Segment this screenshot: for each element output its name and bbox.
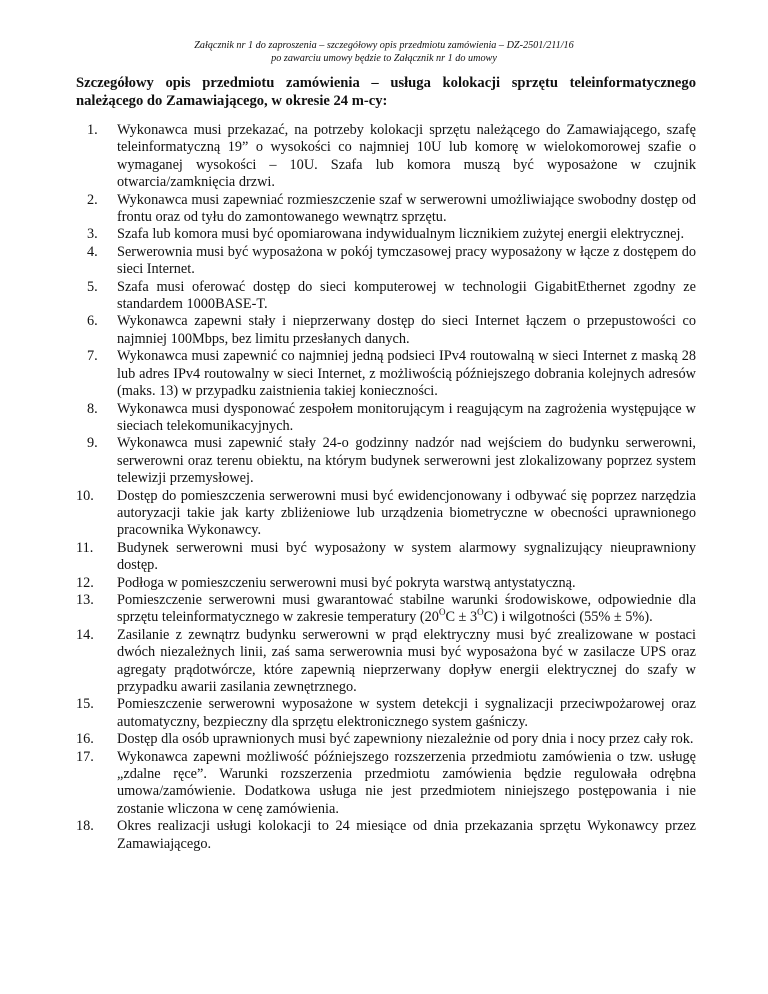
list-item [76, 244, 696, 279]
degree-superscript: O [438, 606, 446, 617]
item-number: 3. [87, 226, 98, 243]
item-number: 10. [76, 487, 94, 504]
list-item [76, 401, 696, 436]
list-item [76, 226, 696, 243]
item-text: Wykonawca musi zapewniać rozmieszczenie szaf w serwerowni umożliwiające swobodny dostęp od frontu oraz od tyłu do zamontowanego wewnątrz sprzętu. [117, 191, 696, 226]
item-number: 17. [76, 748, 94, 765]
item-text: Wykonawca musi dysponować zespołem monitorującym i reagującym na zagrożenia występujące w sieciach telekomunikacyjnych. [117, 400, 696, 434]
item-text: Wykonawca zapewni stały i nieprzerwany dostęp do sieci Internet łączem o przepustowości co najmniej 100Mbps, bez limitu przesłanych danych. [117, 313, 696, 347]
item-text: Wykonawca musi zapewnić co najmniej jedną podsieci IPv4 routowalną w sieci Internet z maską 28 lub adres IPv4 routowalny w sieci Internet, z możliwością późniejszego dobrania kolejnych adresów (maks. 13) w przypadku zaistnienia takiej konieczności. [117, 348, 696, 400]
list-item [76, 122, 696, 192]
list-item [76, 818, 696, 853]
item-number: 12. [76, 574, 94, 591]
list-item [76, 313, 696, 348]
item-text: Zasilanie z zewnątrz budynku serwerowni w prąd elektryczny musi być zrealizowane w postaci dwóch niezależnych linii, zaś sama serwerownia musi być wyposażona być w zasilacze UPS oraz agregaty prądotwórcze, które zapewnią nieprzerwany dopływ energii elektrycznej do szafy w przypadku awarii zasilania zewnętrznego. [117, 626, 696, 695]
item-text: Wykonawca musi przekazać, na potrzeby kolokacji sprzętu należącego do Zamawiającego, szafę teleinformatyczną 19” o wysokości co najmniej 10U lub komorę w wielokomorowej szafie o wymaganej wysokości – 10U. Szafa lub komora muszą być wyposażone w czujnik otwarcia/zamknięcia drzwi. [117, 122, 696, 191]
item-number: 16. [76, 731, 94, 748]
list-item [76, 592, 696, 627]
list-item [76, 749, 696, 819]
list-item [76, 192, 696, 227]
item-number: 15. [76, 696, 94, 713]
list-item [76, 696, 696, 731]
item-text: Szafa musi oferować dostęp do sieci komputerowej w technologii GigabitEthernet zgodny ze standardem 1000BASE-T. [117, 278, 696, 313]
header-line-1: Załącznik nr 1 do zaproszenia – szczegółowy opis przedmiotu zamówienia – DZ-2501/211/16 [194, 40, 574, 51]
list-item [76, 348, 696, 400]
item-text: Okres realizacji usługi kolokacji to 24 miesiące od dnia przekazania sprzętu Wykonawcy przez Zamawiającego. [117, 818, 696, 852]
item-number: 13. [76, 591, 94, 608]
item-number: 6. [87, 313, 98, 330]
item-number: 14. [76, 626, 94, 643]
item-number: 9. [87, 435, 98, 452]
degree-superscript: O [477, 606, 484, 617]
item-text: Dostęp dla osób uprawnionych musi być zapewniony niezależnie od pory dnia i nocy przez cały rok. [117, 731, 694, 748]
item-number: 7. [87, 348, 98, 365]
item-text-part: Pomieszczenie serwerowni musi gwarantować stabilne warunki środowiskowe, odpowiednie dla sprzętu teleinformatycznego w zakresie temperatury (20 [117, 591, 696, 626]
item-text: Dostęp do pomieszczenia serwerowni musi być ewidencjonowany i odbywać się poprzez narzędzia autoryzacji takie jak karty zbliżeniowe lub urządzenia biometryczne w obecności uprawnionego pracownika Wykonawcy. [117, 487, 696, 539]
item-number: 5. [87, 278, 98, 295]
list-item [76, 488, 696, 540]
document-header [0, 39, 768, 65]
list-item [76, 575, 696, 592]
list-item [76, 731, 696, 748]
item-text: Wykonawca zapewni możliwość późniejszego rozszerzenia przedmiotu zamówienia o tzw. usługę „zdalne ręce”. Warunki rozszerzenia przedmiotu zamówienia będzie regulowała odrębna umowa/zamówienie. Dodatkowa usługa nie jest przedmiotem niniejszego postępowania i nie zostanie wliczona w cenę zamówienia. [117, 748, 696, 817]
item-number: 1. [87, 122, 98, 138]
item-number: 18. [76, 818, 94, 835]
list-item [76, 540, 696, 575]
item-text: Wykonawca musi zapewnić stały 24-o godzinny nadzór nad wejściem do budynku serwerowni, serwerowni oraz terenu obiektu, na którym budynek serwerowni jest zlokalizowany poprzez system telewizji przemysłowej. [117, 435, 696, 487]
item-number: 11. [76, 539, 94, 556]
item-text: Serwerownia musi być wyposażona w pokój tymczasowej pracy wyposażony w łącze z dostępem do sieci Internet. [117, 243, 696, 278]
item-text: Pomieszczenie serwerowni wyposażone w system detekcji i sygnalizacji przeciwpożarowej oraz automatyczny, bezpieczny dla sprzętu elektronicznego system gaśniczy. [117, 696, 696, 730]
list-item [76, 279, 696, 314]
item-number: 2. [87, 191, 98, 208]
list-item [76, 627, 696, 697]
item-number: 4. [87, 243, 98, 260]
item-text-part: C) i wilgotności (55% ± 5%). [483, 609, 653, 626]
requirements-list [76, 122, 696, 853]
header-line-2: po zawarciu umowy będzie to Załącznik nr 1 do umowy [271, 53, 497, 64]
item-number: 8. [87, 400, 98, 417]
list-item [76, 435, 696, 487]
item-text: Szafa lub komora musi być opomiarowana indywidualnym licznikiem zużytej energii elektrycznej. [117, 226, 685, 243]
item-text: Podłoga w pomieszczeniu serwerowni musi być pokryta warstwą antystatyczną. [117, 574, 576, 591]
item-text-part: C ± 3 [445, 609, 478, 626]
item-text: Budynek serwerowni musi być wyposażony w system alarmowy sygnalizujący nieuprawniony dostęp. [117, 539, 696, 574]
document-title: Szczegółowy opis przedmiotu zamówienia – usługa kolokacji sprzętu teleinformatycznego należącego do Zamawiającego, w okresie 24 m-cy: [76, 75, 696, 110]
